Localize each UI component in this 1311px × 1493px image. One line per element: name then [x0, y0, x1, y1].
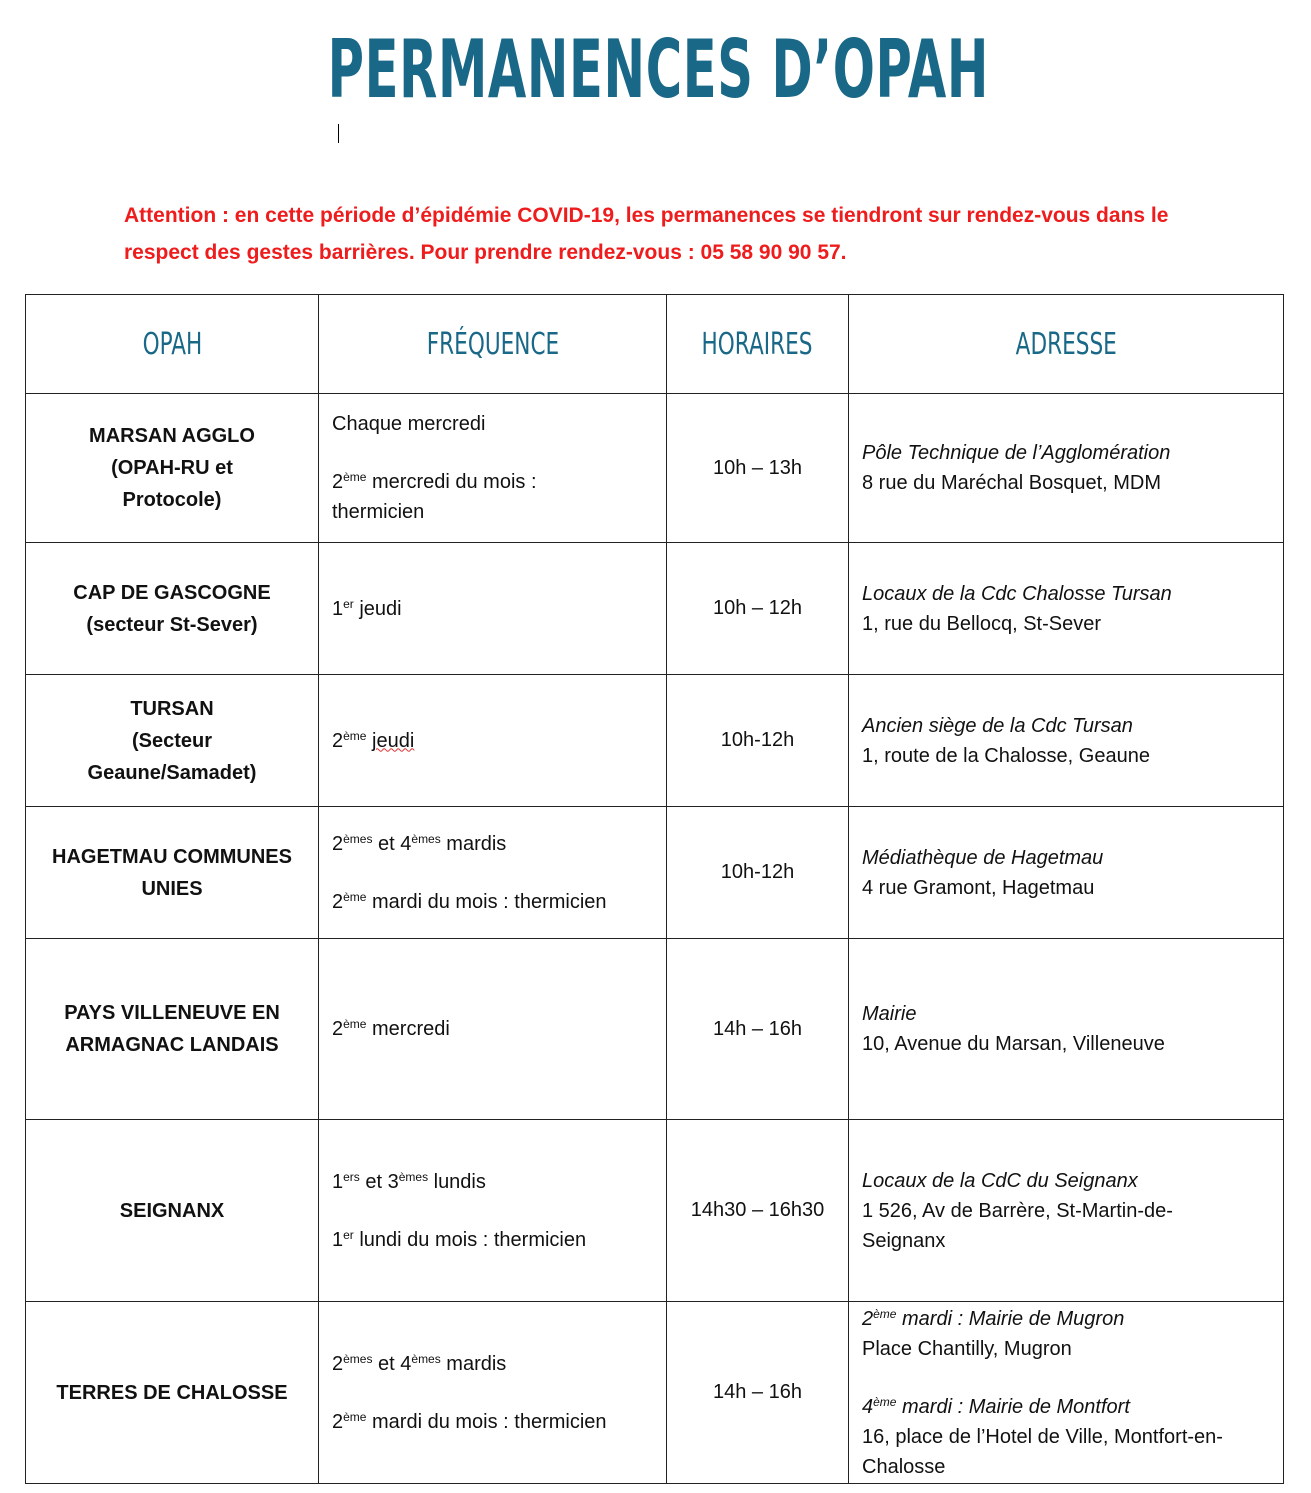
schedule-table — [25, 294, 1284, 1484]
row-adresse: 2ème mardi : Mairie de Mugron Place Chantilly, Mugron 4ème mardi : Mairie de Montfort 16, place de l’Hotel de Ville, Montfort-en- Chalosse — [849, 1302, 1284, 1484]
row-frequence: 2ème mercredi — [319, 939, 667, 1120]
row-adresse: Locaux de la CdC du Seignanx 1 526, Av de Barrère, St-Martin-de- Seignanx — [849, 1120, 1284, 1302]
table-row — [26, 394, 1284, 543]
row-adresse: Locaux de la Cdc Chalosse Tursan 1, rue du Bellocq, St-Sever — [849, 543, 1284, 675]
covid-notice: Attention : en cette période d’épidémie COVID-19, les permanences se tiendront sur rendez-vous dans le respect des gestes barrières. Pour prendre rendez-vous : 05 58 90 90 57. — [124, 204, 1169, 264]
row-horaires: 14h30 – 16h30 — [667, 1120, 849, 1302]
row-name: HAGETMAU COMMUNES UNIES — [26, 807, 319, 939]
row-name: MARSAN AGGLO (OPAH-RU et Protocole) — [26, 394, 319, 543]
header-horaires: HORAIRES — [667, 295, 849, 394]
table-row — [26, 675, 1284, 807]
row-frequence: 1er jeudi — [319, 543, 667, 675]
header-frequence: FRÉQUENCE — [319, 295, 667, 394]
table-header-row — [26, 295, 1284, 394]
text-cursor — [338, 124, 339, 143]
row-frequence: 2ème jeudi — [319, 675, 667, 807]
row-adresse: Médiathèque de Hagetmau 4 rue Gramont, Hagetmau — [849, 807, 1284, 939]
table-row — [26, 1120, 1284, 1302]
row-frequence: Chaque mercredi 2ème mercredi du mois : thermicien — [319, 394, 667, 543]
row-name: TURSAN (Secteur Geaune/Samadet) — [26, 675, 319, 807]
row-frequence: 2èmes et 4èmes mardis 2ème mardi du mois : thermicien — [319, 1302, 667, 1484]
page-title: PERMANENCES D’OPAH — [327, 23, 990, 116]
row-adresse: Mairie 10, Avenue du Marsan, Villeneuve — [849, 939, 1284, 1120]
header-adresse: ADRESSE — [849, 295, 1284, 394]
row-name: PAYS VILLENEUVE EN ARMAGNAC LANDAIS — [26, 939, 319, 1120]
row-name: CAP DE GASCOGNE (secteur St-Sever) — [26, 543, 319, 675]
table-row — [26, 807, 1284, 939]
row-horaires: 10h-12h — [667, 675, 849, 807]
row-frequence: 1ers et 3èmes lundis 1er lundi du mois : thermicien — [319, 1120, 667, 1302]
row-frequence: 2èmes et 4èmes mardis 2ème mardi du mois : thermicien — [319, 807, 667, 939]
row-name: TERRES DE CHALOSSE — [26, 1302, 319, 1484]
table-row — [26, 939, 1284, 1120]
row-horaires: 10h-12h — [667, 807, 849, 939]
row-horaires: 10h – 12h — [667, 543, 849, 675]
row-name: SEIGNANX — [26, 1120, 319, 1302]
row-horaires: 14h – 16h — [667, 939, 849, 1120]
table-row — [26, 1302, 1284, 1484]
row-adresse: Pôle Technique de l’Agglomération 8 rue du Maréchal Bosquet, MDM — [849, 394, 1284, 543]
row-adresse: Ancien siège de la Cdc Tursan 1, route de la Chalosse, Geaune — [849, 675, 1284, 807]
row-horaires: 14h – 16h — [667, 1302, 849, 1484]
header-opah: OPAH — [26, 295, 319, 394]
table-row — [26, 543, 1284, 675]
row-horaires: 10h – 13h — [667, 394, 849, 543]
